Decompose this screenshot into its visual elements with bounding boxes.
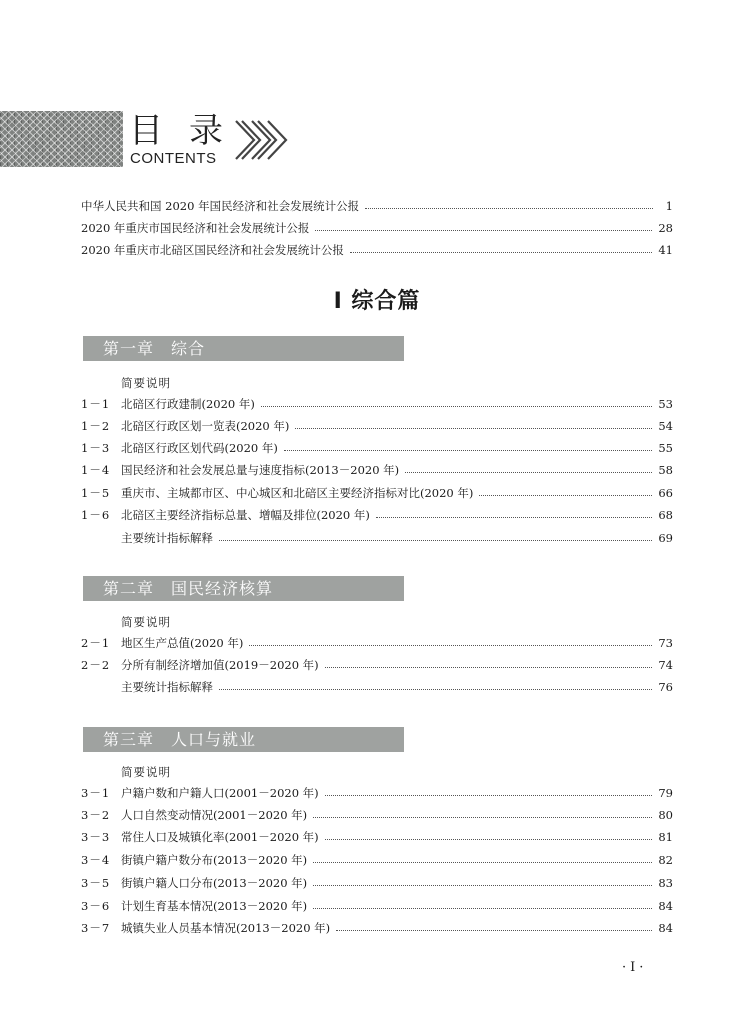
toc-entry[interactable] (81, 635, 673, 651)
toc-entry-page: 84 (658, 921, 673, 935)
leader-dots (325, 838, 653, 840)
toc-entry[interactable] (121, 530, 673, 546)
toc-entry[interactable] (81, 462, 673, 478)
toc-entry-title: 分所有制经济增加值(2019－2020 年) (121, 658, 319, 672)
toc-entry-title: 北碚区行政建制(2020 年) (121, 397, 255, 411)
toc-entry-number: 3－7 (81, 921, 111, 935)
toc-entry-number: 3－2 (81, 808, 111, 822)
toc-entry-title: 北碚区行政区划一览表(2020 年) (121, 419, 290, 433)
toc-entry[interactable] (81, 418, 673, 434)
toc-entry-title: 主要统计指标解释 (121, 680, 213, 694)
toc-entry-title: 北碚区行政区划代码(2020 年) (121, 441, 278, 455)
toc-entry-page: 83 (658, 876, 673, 890)
toc-entry-title: 街镇户籍人口分布(2013－2020 年) (121, 876, 308, 890)
toc-entry-number: 2－1 (81, 636, 111, 650)
toc-entry-title: 人口自然变动情况(2001－2020 年) (121, 808, 308, 822)
toc-entry[interactable] (81, 852, 673, 868)
page-number: ·Ⅰ· (622, 960, 648, 975)
toc-entry-page: 53 (658, 397, 673, 411)
chapter-heading: 第二章 国民经济核算 (83, 576, 404, 601)
toc-entry-title: 国民经济和社会发展总量与速度指标(2013－2020 年) (121, 463, 400, 477)
toc-entry-title: 北碚区主要经济指标总量、增幅及排位(2020 年) (121, 508, 370, 522)
toc-entry-number: 1－4 (81, 463, 111, 477)
toc-entry[interactable] (81, 485, 673, 501)
toc-entry-page: 74 (658, 658, 673, 672)
leader-dots (284, 449, 652, 451)
toc-entry-page: 41 (658, 243, 673, 257)
toc-entry[interactable] (81, 785, 673, 801)
toc-entry-page: 82 (658, 853, 673, 867)
toc-entry-page: 69 (658, 531, 673, 545)
toc-entry-page: 54 (658, 419, 673, 433)
toc-entry-title: 重庆市、主城都市区、中心城区和北碚区主要经济指标对比(2020 年) (121, 486, 474, 500)
leader-dots (479, 494, 652, 496)
chevron-right-icon (232, 119, 292, 161)
toc-entry-page: 66 (658, 486, 673, 500)
toc-entry-title: 2020 年重庆市北碚区国民经济和社会发展统计公报 (81, 243, 344, 257)
leader-dots (365, 207, 653, 209)
chapter-intro[interactable]: 简要说明 (121, 376, 171, 390)
leader-dots (261, 405, 652, 407)
decorative-crosshatch-pattern (0, 111, 123, 167)
toc-entry-number: 3－4 (81, 853, 111, 867)
toc-entry[interactable] (81, 807, 673, 823)
toc-entry-page: 1 (665, 199, 673, 213)
toc-entry-number: 3－6 (81, 899, 111, 913)
leader-dots (313, 907, 652, 909)
toc-entry-number: 1－1 (81, 397, 111, 411)
leader-dots (219, 539, 652, 541)
toc-entry[interactable] (81, 829, 673, 845)
toc-entry[interactable] (81, 920, 673, 936)
toc-entry[interactable] (81, 875, 673, 891)
page-title: 目录 (129, 111, 249, 151)
toc-entry-title: 街镇户籍户数分布(2013－2020 年) (121, 853, 308, 867)
toc-entry-number: 1－3 (81, 441, 111, 455)
leader-dots (295, 427, 652, 429)
toc-entry[interactable] (81, 198, 673, 214)
toc-entry[interactable] (81, 440, 673, 456)
part-title: Ⅰ 综合篇 (333, 289, 421, 314)
toc-entry-number: 3－1 (81, 786, 111, 800)
leader-dots (350, 251, 652, 253)
toc-entry-page: 80 (658, 808, 673, 822)
leader-dots (313, 884, 652, 886)
toc-entry-page: 79 (658, 786, 673, 800)
toc-entry[interactable] (81, 898, 673, 914)
leader-dots (325, 666, 653, 668)
leader-dots (315, 229, 652, 231)
leader-dots (405, 471, 652, 473)
chapter-intro[interactable]: 简要说明 (121, 765, 171, 779)
toc-entry[interactable] (81, 657, 673, 673)
toc-entry-title: 主要统计指标解释 (121, 531, 213, 545)
toc-entry[interactable] (81, 220, 673, 236)
toc-entry-number: 1－5 (81, 486, 111, 500)
toc-entry-title: 2020 年重庆市国民经济和社会发展统计公报 (81, 221, 310, 235)
toc-entry-page: 84 (658, 899, 673, 913)
toc-entry-page: 55 (658, 441, 673, 455)
toc-entry-title: 中华人民共和国 2020 年国民经济和社会发展统计公报 (81, 199, 360, 213)
leader-dots (219, 688, 652, 690)
toc-entry-number: 1－2 (81, 419, 111, 433)
toc-entry-number: 2－2 (81, 658, 111, 672)
toc-entry-number: 1－6 (81, 508, 111, 522)
toc-entry-page: 81 (658, 830, 673, 844)
toc-entry[interactable] (81, 242, 673, 258)
leader-dots (336, 929, 652, 931)
toc-entry-page: 68 (658, 508, 673, 522)
leader-dots (325, 794, 653, 796)
toc-entry[interactable] (81, 507, 673, 523)
leader-dots (249, 644, 652, 646)
chapter-heading: 第三章 人口与就业 (83, 727, 404, 752)
leader-dots (376, 516, 652, 518)
toc-entry-page: 76 (658, 680, 673, 694)
chapter-heading: 第一章 综合 (83, 336, 404, 361)
chapter-intro[interactable]: 简要说明 (121, 615, 171, 629)
toc-entry-page: 28 (658, 221, 673, 235)
toc-entry[interactable] (81, 396, 673, 412)
toc-entry-title: 户籍户数和户籍人口(2001－2020 年) (121, 786, 319, 800)
toc-entry-page: 58 (658, 463, 673, 477)
toc-entry-title: 地区生产总值(2020 年) (121, 636, 244, 650)
toc-entry-title: 计划生育基本情况(2013－2020 年) (121, 899, 308, 913)
toc-entry-number: 3－5 (81, 876, 111, 890)
toc-entry-number: 3－3 (81, 830, 111, 844)
leader-dots (313, 816, 652, 818)
toc-entry-page: 73 (658, 636, 673, 650)
toc-entry-title: 常住人口及城镇化率(2001－2020 年) (121, 830, 319, 844)
toc-entry[interactable] (121, 679, 673, 695)
page-subtitle: CONTENTS (130, 150, 217, 167)
toc-entry-title: 城镇失业人员基本情况(2013－2020 年) (121, 921, 331, 935)
leader-dots (313, 861, 652, 863)
contents-header (0, 111, 300, 169)
